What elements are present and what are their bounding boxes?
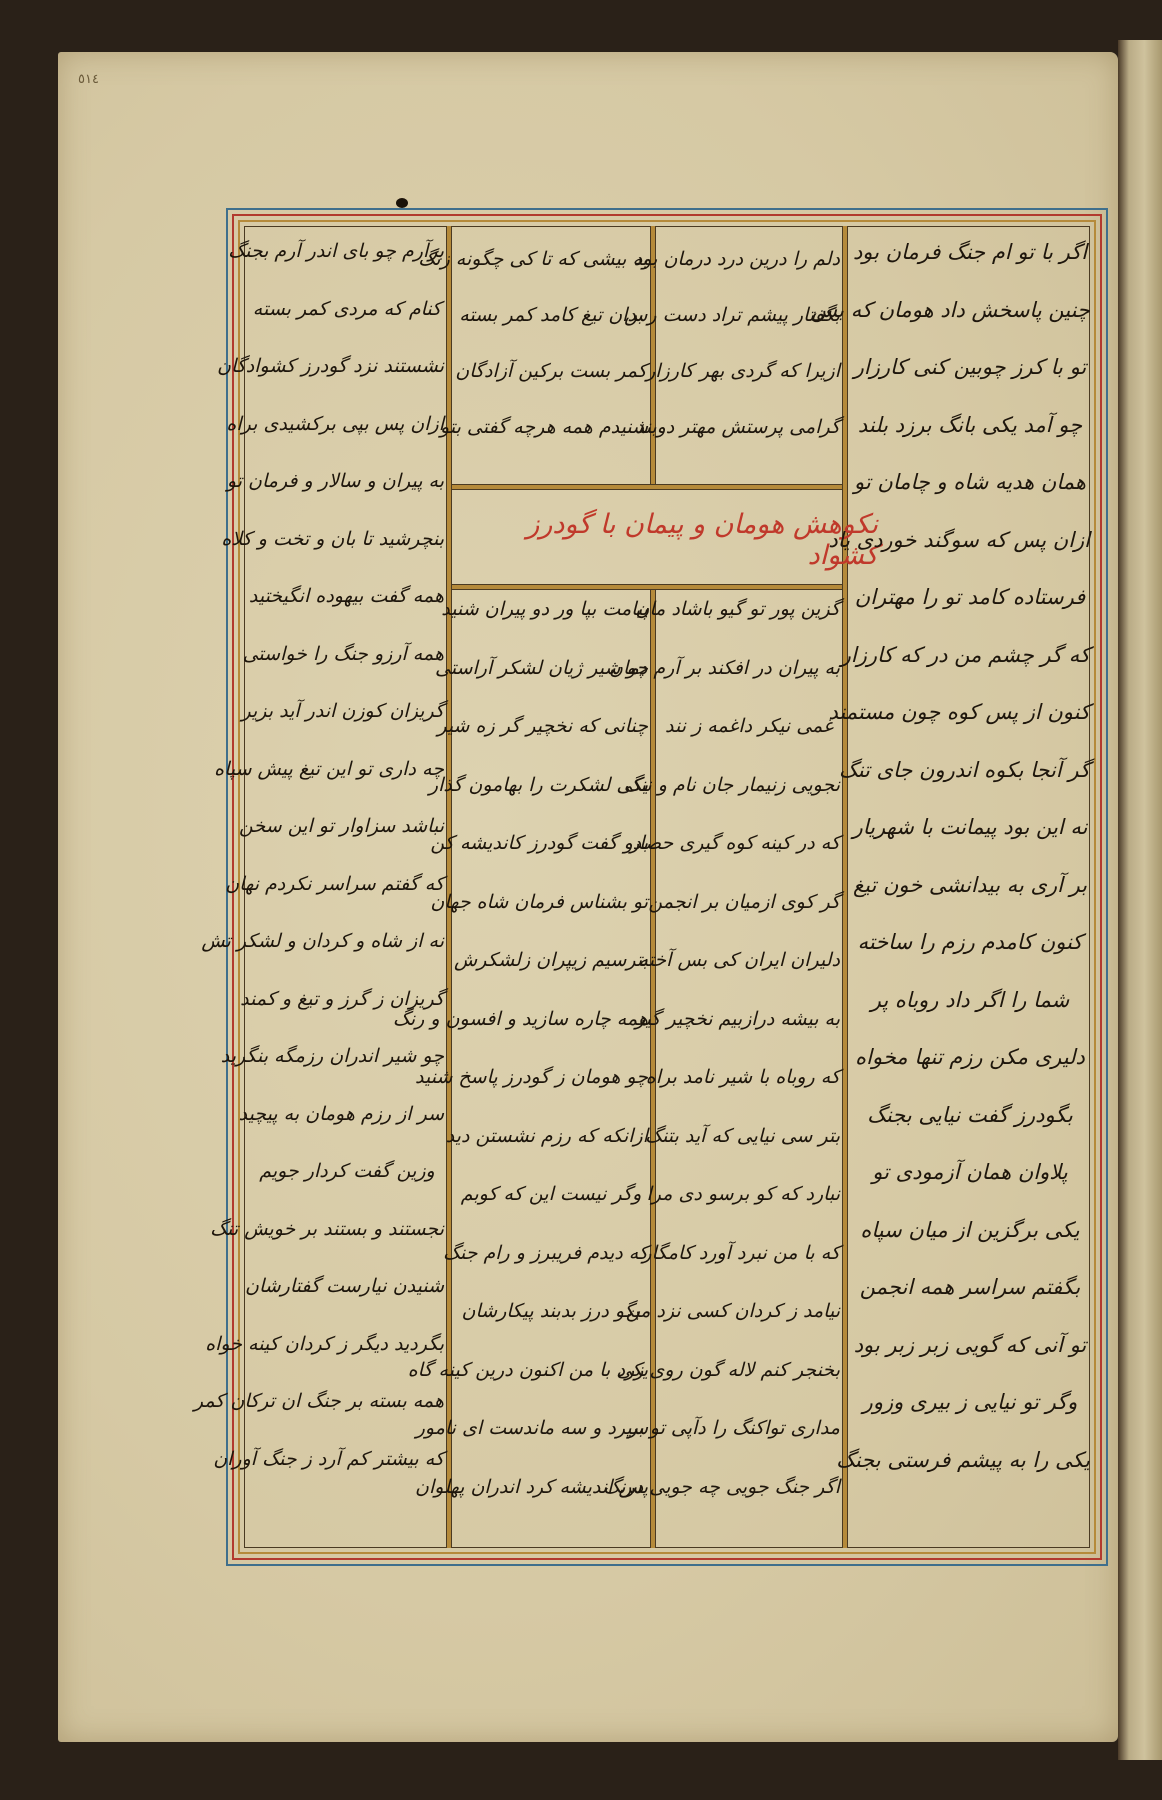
verse-line: دلیری مکن رزم تنها مخواه [855, 1045, 1085, 1069]
verse-line: بگفتم سراسر همه انجمن [859, 1275, 1081, 1299]
verse-line: به پیران در افکند بر آرم دمان [608, 656, 840, 679]
verse-line: وگر نیست این که کوبم [460, 1183, 642, 1205]
verse-line: چنانی که نخچیر گر زه شیر [437, 715, 648, 737]
verse-line: شنیدن نیارست گفتارشان [245, 1275, 444, 1297]
verse-line: ازیرا که گردی بهر کارزار [646, 360, 840, 382]
verse-line: بتر سی نیایی که آید بتنگ [645, 1124, 840, 1147]
verse-line: شنیدم همه هرچه گفتی بتو [440, 416, 648, 438]
verse-line: نباشد سزاوار تو این سخن [239, 815, 444, 837]
verse-line: همان هدیه شاه و چامان تو [854, 470, 1086, 494]
column-divider [842, 226, 848, 1548]
verse-line: همه آرزو جنگ را خواستی [242, 642, 444, 665]
verse-line: دلیران ایران کی بس آخته [638, 949, 840, 971]
verse-line: که گر چشم من در که کارزار [840, 642, 1090, 667]
verse-line: نیامد ز کردان کسی نزد من [625, 1300, 840, 1322]
verse-line: به پیران و سالار و فرمان تو [226, 470, 444, 492]
verse-line: یکی برگزین از میان سپاه [860, 1217, 1080, 1242]
verse-line: چنین پاسخش داد هومان که بس [811, 297, 1090, 322]
verse-line: کنون از پس کوه چون مستمند [828, 700, 1090, 724]
heading-rule-bottom [452, 584, 842, 590]
verse-line: نجستند و بستند بر خویش تنگ [210, 1217, 444, 1240]
verse-line: پیامت بپا ور دو پیران شنید [441, 598, 648, 620]
verse-line: شما را اگر داد روباه پر [870, 987, 1070, 1012]
ink-stain [396, 198, 408, 208]
verse-line: چو شیر اندران رزمگه بنگرید [220, 1045, 444, 1067]
verse-line: مداری تواکنگ را دآپی تو بر [627, 1417, 840, 1439]
adjacent-page-edge [1118, 40, 1162, 1760]
verse-line: سپرد و سه ماندست ای نامور [415, 1417, 648, 1439]
verse-line: چو هومان ز گودرز پاسخ شنید [415, 1066, 648, 1088]
verse-line: وگر تو نیایی ز بیری وزور [862, 1390, 1078, 1414]
verse-line: بگردید دیگر ز کردان کینه خواه [205, 1332, 444, 1355]
verse-line: تو بشناس فرمان شاه جهان [430, 890, 648, 913]
verse-line: نه از شاه و کردان و لشکر تش [201, 930, 444, 952]
verse-line: همه گفت بیهوده انگیختید [248, 585, 444, 607]
verse-line: پس اندیشه کرد اندران پهلوان [415, 1475, 648, 1498]
verse-line: ازانکه که رزم نشستن دید [445, 1124, 648, 1147]
verse-line: گزین پور تو گیو باشاد مان [635, 598, 840, 620]
verse-line: نجویی زنیمار جان نام و ننگ [623, 773, 840, 796]
verse-line: کنام که مردی کمر بسته [252, 297, 442, 320]
verse-line: دلم را درین درد درمان بود [633, 248, 840, 270]
verse-column-2-top [624, 248, 840, 472]
verse-line: سر از رزم هومان به پیچید [238, 1102, 444, 1125]
verse-line: ازان پس که سوگند خوردی یاد [828, 527, 1090, 552]
verse-line: بگو درز بدبند پیکارشان [461, 1300, 641, 1322]
verse-line: تو با کرز چوبین کنی کارزار [853, 355, 1087, 379]
verse-line: نشستند نزد گودرز کشوادگان [217, 355, 444, 377]
verse-line: گرامی پرستش مهتر دوبند [635, 416, 840, 438]
verse-column-3-top [418, 248, 648, 472]
verse-line: کمر بست برکین آزادگان [455, 360, 647, 382]
verse-line: که گفتم سراسر نکردم نهان [225, 872, 444, 895]
verse-line: که روباه با شیر نامد براه [645, 1066, 840, 1088]
verse-line: گر آنجا بکوه اندرون جای تنگ [838, 757, 1090, 782]
verse-line: نبارد که کو برسو دی مرا [646, 1183, 840, 1205]
verse-column-4 [193, 240, 444, 1505]
verse-line: بر آری به بیدانشی خون تیغ [852, 872, 1088, 897]
verse-column-3-bottom [392, 598, 648, 1534]
verse-line: چو آمد یکی بانگ برزد بلند [857, 412, 1083, 437]
verse-line: همه بسته بر جنگ ان ترکان کمر [193, 1390, 444, 1412]
folio-number: ٥١٤ [78, 72, 99, 87]
verse-line: یکی لشکرت را بهامون گذار [428, 773, 648, 796]
verse-line: بنچرشید تا بان و تخت و کلاه [221, 527, 444, 550]
verse-line: که بیشتر کم آرد ز جنگ آوران [213, 1447, 444, 1470]
section-heading: نکوهش هومان و پیمان با گودرز کشواد [526, 509, 878, 571]
verse-line: که با من نبرد آورد کامگار [642, 1241, 840, 1264]
verse-line: بدو گفت گودرز کاندیشه کن [430, 832, 648, 854]
verse-line: گریزان ز گرز و تیغ و کمند [240, 987, 444, 1010]
verse-line: یکی با من اکنون درین کینه گاه [407, 1358, 648, 1381]
verse-column-2-bottom [603, 598, 840, 1534]
verse-line: تو آنی که گویی زبر زبر بود [853, 1332, 1087, 1357]
verse-line: برآرم چو بای اندر آرم بجنگ [228, 240, 444, 262]
verse-line: به بیشی که تا کی چگونه زنگ [418, 248, 648, 270]
verse-line: گریزان کوزن اندر آید بزیر [241, 700, 444, 722]
verse-line: اگر جنگ جویی چه جویی درنگ [603, 1475, 840, 1498]
verse-line: که در کینه کوه گیری حصار [630, 832, 840, 854]
heading-rule-top [452, 484, 842, 490]
verse-line: یکی را به پیشم فرستی بجنگ [836, 1447, 1090, 1472]
verse-line: بترسیم زیپران زلشکرش [454, 949, 648, 971]
verse-line: گر کوی ازمیان بر انجمن [648, 890, 840, 913]
verse-line: بگودرز گفت نیایی بجنگ [867, 1102, 1073, 1127]
verse-line: همه چاره سازید و افسون و رنگ [392, 1007, 648, 1030]
verse-line: بگفتار پیشم تراد دست رس [624, 304, 840, 326]
verse-line: که دیدم فریبرز و رام جنگ [442, 1241, 648, 1264]
verse-line: ازان پس بپی برکشیدی براه [226, 412, 444, 435]
verse-line: کنون کامدم رزم را ساخته [857, 930, 1083, 954]
verse-line: فرستاده کامد تو را مهتران [854, 585, 1086, 609]
verse-line: به بیشه درازبیم نخچیر گیر [635, 1007, 840, 1030]
verse-line: بخنجر کنم لاله گون روی زرد [616, 1358, 840, 1381]
verse-line: بدان تیغ کامد کمر بسته [459, 304, 643, 326]
verse-line: غمی نیکر داغمه ز نند [665, 715, 833, 737]
verse-line: چو شیر ژیان لشکر آراستی [435, 656, 648, 679]
verse-line: وزین گفت کردار جویم [259, 1160, 435, 1182]
verse-line: چه داری تو این تیغ پیش سپاه [214, 757, 444, 780]
verse-line: نه این بود پیمانت با شهریار [852, 815, 1088, 839]
verse-line: پلاوان همان آزمودی تو [872, 1160, 1068, 1184]
verse-column-1 [811, 240, 1090, 1505]
verse-line: اگر با تو ام جنگ فرمان بود [852, 240, 1088, 264]
